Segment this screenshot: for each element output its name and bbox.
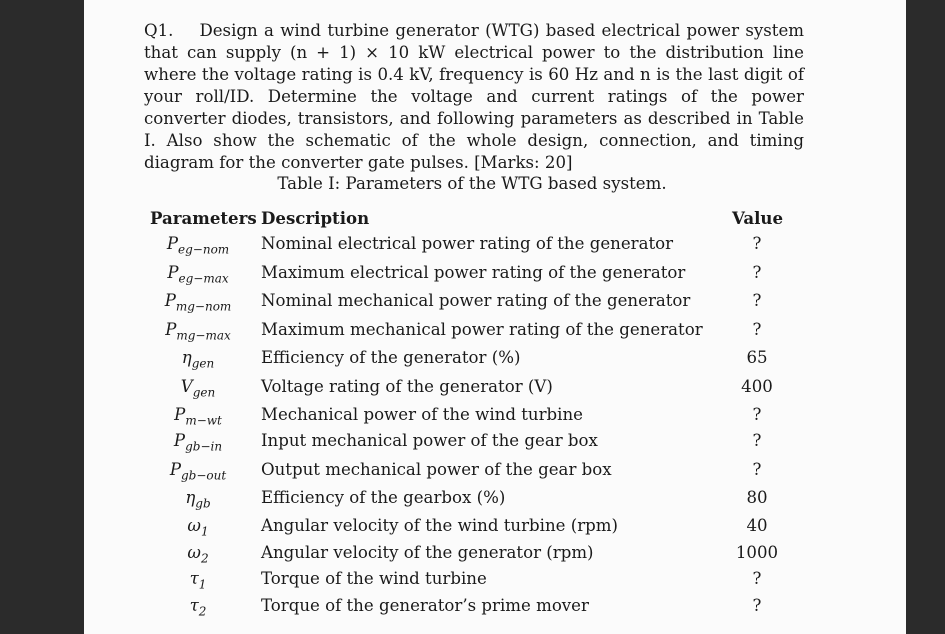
parameter-symbol [148, 431, 248, 453]
table-row [84, 405, 906, 429]
parameter-symbol [148, 263, 248, 285]
parameter-description: Efficiency of the generator (%) [261, 348, 521, 367]
symbol-subscript: mg−max [176, 328, 231, 343]
parameter-symbol [148, 488, 248, 510]
symbol-base: τ [189, 569, 199, 588]
parameter-value: ? [752, 596, 762, 615]
parameter-symbol [148, 460, 248, 482]
symbol-base: ω [187, 543, 201, 562]
symbol-base: P [166, 234, 178, 253]
symbol-base: P [173, 431, 186, 450]
symbol-subscript: gb−in [185, 439, 223, 454]
symbol-subscript: 1 [198, 577, 207, 592]
symbol-subscript: gb [195, 496, 211, 511]
parameter-value: 40 [746, 516, 768, 535]
table-row [84, 320, 906, 344]
symbol-subscript: m−wt [185, 413, 222, 428]
parameter-value: 400 [741, 377, 773, 396]
symbol-subscript: mg−nom [175, 299, 232, 314]
parameter-value: 80 [746, 488, 768, 507]
symbol-base: η [185, 488, 196, 507]
parameter-description: Torque of the generator’s prime mover [261, 596, 589, 615]
symbol-base: P [174, 405, 186, 424]
parameter-description: Angular velocity of the wind turbine (rpm) [261, 516, 618, 535]
symbol-subscript: 2 [198, 604, 207, 619]
table-row [84, 431, 906, 455]
parameter-value: 65 [746, 348, 768, 367]
symbol-base: ω [187, 516, 201, 535]
table-row [84, 348, 906, 372]
parameter-value: 1000 [735, 543, 779, 562]
parameter-description: Output mechanical power of the gear box [261, 460, 612, 479]
document-page [84, 0, 906, 634]
parameter-value: ? [752, 405, 762, 424]
parameter-symbol [148, 596, 248, 618]
symbol-subscript: gen [192, 385, 216, 400]
parameter-description: Maximum electrical power rating of the generator [261, 263, 686, 282]
symbol-base: V [180, 377, 193, 396]
parameter-description: Input mechanical power of the gear box [261, 431, 598, 450]
parameter-symbol [148, 234, 248, 256]
symbol-base: P [167, 263, 179, 282]
symbol-subscript: gb−out [180, 468, 227, 483]
table-row [84, 569, 906, 593]
parameter-value: ? [752, 460, 762, 479]
parameter-symbol [148, 516, 248, 538]
parameter-value: ? [752, 291, 762, 310]
table-row [84, 460, 906, 484]
table-row [84, 291, 906, 315]
table-row [84, 488, 906, 512]
symbol-base: P [169, 460, 181, 479]
table-row [84, 543, 906, 567]
question-text: Design a wind turbine generator (WTG) based electrical power system that can supply (n + 1) × 10 kW electrical power to the distribution line where the voltage rating is 0.4 kV, frequency is 60 Hz and n is the last digit of your roll/ID. Determine the voltage and current ratings of the power converter diodes, transistors, and following parameters as described in Table I. Also show the schematic of the whole design, connection, and timing diagram for the converter gate pulses. [Marks: 20] [144, 21, 804, 172]
parameter-value: ? [752, 431, 762, 450]
parameter-symbol [148, 291, 248, 313]
table-row [84, 377, 906, 401]
parameter-description: Torque of the wind turbine [261, 569, 487, 588]
symbol-subscript: eg−max [178, 271, 229, 286]
table-row [84, 263, 906, 287]
symbol-base: τ [189, 596, 199, 615]
parameter-value: ? [752, 569, 762, 588]
parameter-symbol [148, 320, 248, 342]
symbol-subscript: 2 [200, 551, 209, 566]
symbol-subscript: gen [191, 356, 215, 371]
question-number: Q1. [144, 21, 174, 40]
symbol-base: P [164, 291, 176, 310]
table-row [84, 596, 906, 620]
symbol-base: P [165, 320, 177, 339]
parameter-value: ? [752, 320, 762, 339]
header-value: Value [732, 208, 784, 228]
header-parameters: Parameters [150, 208, 257, 228]
parameter-symbol [148, 405, 248, 427]
table-caption: Table I: Parameters of the WTG based system. [277, 174, 667, 193]
parameter-description: Voltage rating of the generator (V) [261, 377, 553, 396]
parameter-symbol [148, 543, 248, 565]
question-paragraph [144, 20, 804, 174]
parameter-description: Nominal mechanical power rating of the generator [261, 291, 691, 310]
table-row [84, 234, 906, 258]
parameter-value: ? [752, 234, 762, 253]
symbol-subscript: eg−nom [178, 242, 230, 257]
header-description: Description [261, 208, 370, 228]
parameter-symbol [148, 348, 248, 370]
parameter-value: ? [752, 263, 762, 282]
parameter-description: Efficiency of the gearbox (%) [261, 488, 506, 507]
parameter-description: Angular velocity of the generator (rpm) [261, 543, 594, 562]
symbol-base: η [181, 348, 192, 367]
parameter-description: Nominal electrical power rating of the generator [261, 234, 674, 253]
parameter-description: Mechanical power of the wind turbine [261, 405, 583, 424]
parameter-symbol [148, 377, 248, 399]
table-row [84, 516, 906, 540]
parameter-description: Maximum mechanical power rating of the generator [261, 320, 703, 339]
parameter-symbol [148, 569, 248, 591]
symbol-subscript: 1 [200, 524, 209, 539]
